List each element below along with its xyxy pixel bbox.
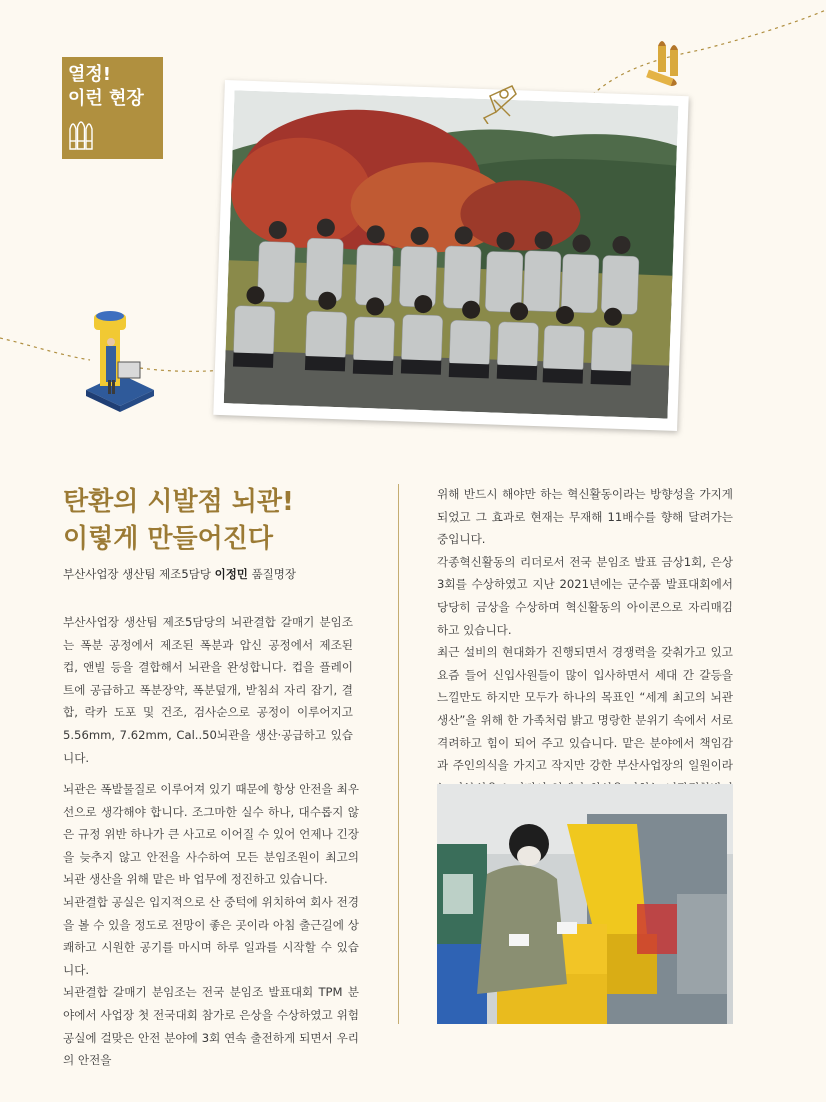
paragraph-awards: 뇌관결합 갈매기 분임조는 전국 분임조 발표대회 TPM 분야에서 사업장 첫 전국대회 참가로 은상을 수상하였고 위험공실에 걸맞은 안전 분야에 3회 연속 출전하게 되면서 우리의 안전을 bbox=[63, 985, 359, 1068]
drill-machine-icon bbox=[82, 308, 156, 414]
worker-photo bbox=[437, 784, 733, 1024]
worker-photo-image bbox=[437, 784, 733, 1024]
paragraph-intro: 부산사업장 생산팀 제조5담당의 뇌관결합 갈매기 분임조는 폭분 공정에서 제조된 폭분과 압신 공정에서 제조된 컵, 앤빌 등을 결합해서 뇌관을 완성합니다. 컵을 플레이트에 공급하고 폭분장약, 폭분덮개, 받침쇠 자리 잡기, 결합, 락카 도포 및 건조, 검사순으로 공정이 이루어지고 5.56mm, 7.62mm, Cal..50뇌관을 생산·공급하고 있습니다. bbox=[63, 615, 353, 765]
section-badge bbox=[62, 57, 163, 159]
paragraph-leadership: 각종혁신활동의 리더로서 전국 분임조 발표 금상1회, 은상3회를 수상하였고 지난 2021년에는 군수품 발표대회에서 당당히 금상을 수상하며 혁신활동의 아이콘으로 자리매김하고 있습니다. bbox=[437, 554, 733, 637]
team-photo-frame bbox=[213, 80, 688, 431]
paragraph-workplace: 뇌관결합 공실은 입지적으로 산 중턱에 위치하여 회사 전경을 볼 수 있을 정도로 전망이 좋은 곳이라 아침 출근길에 상쾌하고 시원한 공기를 마시며 하루 일과를 시작할 수 있습니다. bbox=[63, 894, 359, 977]
byline-title: 품질명장 bbox=[251, 567, 297, 581]
column-divider bbox=[398, 484, 399, 1024]
paragraph-block-left bbox=[63, 778, 359, 1072]
paragraph-continued: 위해 반드시 해야만 하는 혁신활동이라는 방향성을 가지게 되었고 그 효과로 현재는 무재해 11배수를 향해 달려가는 중입니다. bbox=[437, 487, 733, 547]
article-title-line-2: 이렇게 만들어진다 bbox=[63, 524, 273, 554]
article-title bbox=[63, 484, 383, 558]
cartridges-icon bbox=[642, 36, 690, 92]
bullets-icon bbox=[68, 117, 94, 151]
paperclip-icon bbox=[482, 82, 522, 124]
article-title-line-1: 탄환의 시발점 뇌관! bbox=[63, 487, 294, 517]
paragraph-closing-text: 최근 설비의 현대화가 진행되면서 경쟁력을 갖춰가고 있고 요즘 들어 신입사원들이 많이 입사하면서 세대 간 갈등을 느낄만도 하지만 모두가 하나의 목표인 “세계 최고의 뇌관 생산”을 위해 한 가족처럼 밝고 명랑한 분위기 속에서 서로 격려하고 힘이 되어 주고 있습니다. 맡은 분야에서 책임감과 주인의식을 가지고 작지만 강한 부산사업장의 일원이라 bbox=[437, 645, 733, 773]
byline-name: 이정민 bbox=[214, 567, 248, 581]
badge-line-2: 이런 현장 bbox=[68, 88, 144, 109]
paragraph-block-right bbox=[437, 483, 733, 822]
paragraph-safety: 뇌관은 폭발물질로 이루어져 있기 때문에 항상 안전을 최우선으로 생각해야 합니다. 조그마한 실수 하나, 대수롭지 않은 규정 위반 하나가 큰 사고로 이어질 수 있어 언제나 긴장을 늦추지 않고 안전을 사수하여 모든 분임조원이 최고의 뇌관 생산을 위해 맡은 바 업무에 정진하고 있습니다. bbox=[63, 782, 359, 887]
badge-title bbox=[68, 63, 144, 111]
team-photo-image bbox=[224, 90, 679, 418]
article-byline bbox=[63, 566, 296, 582]
badge-line-1: 열정! bbox=[68, 64, 111, 85]
byline-department: 부산사업장 생산팀 제조5담당 bbox=[63, 567, 211, 581]
team-photo bbox=[224, 90, 679, 418]
